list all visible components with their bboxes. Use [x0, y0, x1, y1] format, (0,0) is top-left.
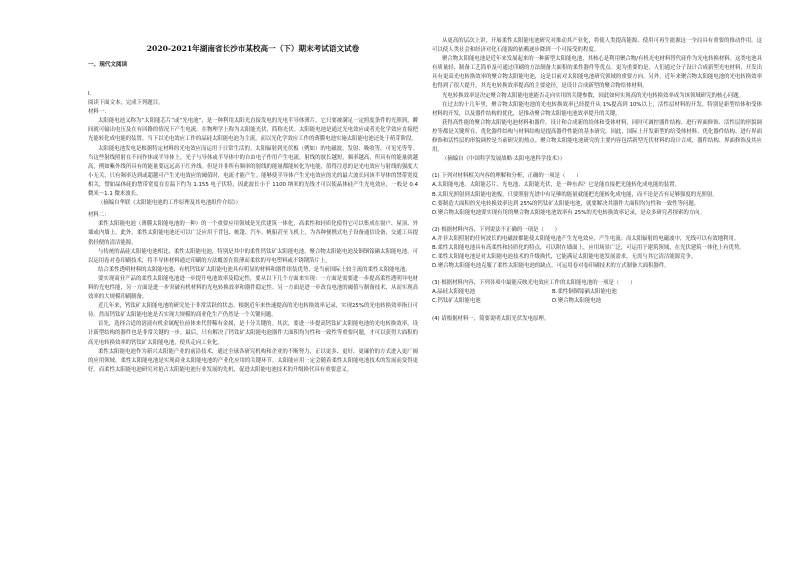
option-d: D.聚合物太阳能电池 [552, 298, 601, 305]
paragraph: 从更高的层次上讲，开展柔性太阳能电池研究对推动其产业化，将使人类提高能源、使用可再生能源这一全局具有重要的推动作用。这可以使人类社会和经济对化石能源的依赖逐步降到一个可接受的程度。 [432, 38, 762, 54]
roman-numeral: I. [88, 91, 92, 97]
paragraph: 柔性太阳能电池（薄膜太阳能电池的一种）的一个重要应用领域是光伏建筑一体化，高柔性和轻质化使得它可以集成在窗户、屋顶、外墙或内墙上。此外，柔性太阳能电池还可以广泛应用于背包、帐篷、汽车、帆船甚至飞机上，为各种便携式电子设备通信设备、交通工具提供轻便的清洁能源。 [88, 221, 418, 246]
options-row [432, 288, 762, 297]
option-c: C.要制造大面积的光电转换效率达到 25%的钙钛矿太阳能电池，就要解决其器件大面积均匀性和一致性等问题。 [432, 200, 700, 207]
left-column [88, 90, 418, 375]
option-d: D.聚合物太阳能电池克服了柔性太阳能电池的缺点，可运用卷对卷印刷技术的方式制备大面积器件。 [432, 263, 670, 270]
option-a: A.并非太阳照射的任何波长的电磁波都能使太阳能电池产生光电效应，产生电流；而太阳辐射的电磁波中，光线可以有效地利用。 [432, 235, 740, 242]
source-note: （摘编自《中国科学发展战略·太阳电池科学技术》） [442, 156, 565, 163]
paragraph: 太阳能电池发电是根据特定材料的光电效应而运用于日常生活的。太阳辐射到光伏板（例如）的电磁波，发射、吸收等，可见光等等。当这些射线照射在不同作体或半导体上，光子与导体或半导体中的自由电子作用产生电流。射线的波长越短，频率越高，所具有的能量就越高，例如紫外线所具有的能量要远远高于红外线。但是并非所有频率的射线的能量都能转化为电能，值得注意的是光电效应与射线的强度大小无关，只有频率达到或超越可产生光电效应的阈值时，电流才能产生。能够使半导体产生光电效应的光的最大波长同该半导体的禁带宽度相关，譬如晶体硅的禁带宽度在室温下约为 1.155 电子伏特，因此波长小于 1100 纳米的光线才可以使晶体硅产生光电效应，一般是 0.4 微米～1.1 微米波长。 [88, 145, 418, 198]
question-1: (1) 下列对材料相关内容的理解和分析，正确的一项是（ ） [432, 173, 582, 180]
paragraph: 柔性太阳能电池作为新兴太阳能产业的前沿技术，通过全球各研究机构和企业的不断努力，正以更多、更好、更廉价的方式进入更广阔的应用领域。柔性太阳能电池是实现商业太阳能电池的产业化应用的关键环节。太阳能应用一定会随着柔性太阳能电池技术的发展而变得更好。而柔性太阳能电池研究对抢占太阳能电池行业发展的先机，促进太阳能电池技术的升级换代具有重要意义。 [88, 348, 418, 373]
reading-instruction: 阅读下面文本，完成下列题目。 [88, 100, 164, 107]
option-b: B.柔性太阳能电池具有高柔性和轻质化的特点，可以附在墙面上，应用场景广泛，可运用于建筑领域，在光伏建筑一体化上有优势。 [432, 244, 745, 251]
question-3: (3) 根据材料内容，下列各项中最能反映光电效应工作的太阳能电池的一项是（ ） [432, 280, 636, 287]
section-heading: 一、现代文阅读 [88, 62, 128, 68]
paragraph: 首先，选择合适的溶液有机金属配位前体来代替稀有金属，是十分关键的。其次，要进一步提高钙钛矿太阳能电池的光电转换效率，设计新型结构的器件也是非常关键的一步。最后，只有解决了钙钛矿太阳能电池器件大面积均匀性和一致性等重要问题，才可以获得大面积的高光电转换效率的钙钛矿太阳能电池，使其走向工业化。 [88, 321, 418, 346]
paragraph: 要实现商业产品的柔性太阳能电池进一步提升电池效率及稳定性，要从以下几个方面来实现：一方面是需要进一步提高柔性透明导电材料的光电性能，另一方面是进一步突破有机材料的光电转换效率和器件稳定性。另一方面是进一步改良电池的阈值与制备技术，从而实现高效率的大规模印刷制备。 [88, 275, 418, 301]
question-4: (4) 请根据材料一，简要说明太阳光伏发电原理。 [432, 315, 550, 322]
paragraph: 获得高性能的聚合物太阳能电池材料和器件，设计和合成新的给体和受体材料，同时可调控器件结构、进行界面修饰、活性层的形貌调控等都是关键所在。优化器件结构与材料结构是提高器件性能的基本研究。因此，国际上开发新型的给受体材料、优化器件结构、进行界面修饰和活性层的形貌调控是当前研究的热点。聚合物太阳能电池研究的主要内容包括新型光伏材料的设计合成、器件结构、界面修饰及其应用。 [432, 119, 762, 154]
option-b: B.太阳光照射到太阳能电池板，只要照射光谱中有足够的能量就能把光能转化成电能，而不论是否有足够强度的光照射。 [432, 191, 718, 198]
option-d: D.聚合物太阳能电池要实现有用的聚合物太阳能电池效率有 25%的光电转换效率记录，是众多研究者探索的方向。 [432, 209, 705, 216]
paragraph: 太阳能电池又称为“太阳能芯片”或“光电池”，是一种利用太阳光直接发电的光电半导体薄片。它只要被满足一定照度条件的光照到，瞬间就可输出电压及在有回路的情况下产生电流。在物理学上称为太阳能光伏，简称光伏。太阳能电池是通过光电效应或者光化学效应直接把光能转化成电能的装置。当下以光电效应工作的晶硅太阳能电池为主流，而以光化学效应工作的薄膜电池实施太阳能电池还处于萌芽阶段。 [88, 118, 418, 143]
option-c: C.钙钛矿太阳能电池 [432, 298, 481, 305]
material-two-label: 材料二： [88, 212, 110, 219]
paragraph: 聚合物太阳能电池是近年来发展起来的一种新型太阳能电池，其核心是利用聚合物/有机光电材料替代硅作为光电转换材料。这类电池具有质量轻、制备工艺简单及可通过印刷的方法制备大面积的柔性器件等优点。更为重要的是，人们通过分子设计合成新型光电材料，开发出具有更高光电转换效率的聚合物太阳能电池，这是目前对太阳能电池研究领域的重要方向。另外，近年来聚合物太阳能电池的光电转换效率也得到了很大提升，其光电转换效率提高的主要途径，是设计合成新型的聚合物给体材料。 [432, 56, 762, 90]
option-a: A.晶硅太阳能电池 [432, 289, 476, 296]
paragraph: 结合柔性透明材料的太阳能电池、有机钙钛矿太阳能电池具有明显的材料和器件组装优势，是当前国际上较主流的柔性太阳能电池。 [98, 266, 411, 273]
option-b: B.柔性铜铟镓硒太阳能电池 [552, 289, 617, 296]
option-c: C.柔性太阳能电池是对太阳能电池技术的升级换代，它能满足太阳能电池发展需求，无需与其它清洁能源竞争。 [432, 254, 697, 261]
paragraph: 与传统的晶硅太阳能电池相比，柔性太阳能电池，特别是其中的柔性钙钛矿太阳能电池、聚合物太阳能电池及铜铟镓硒太阳能电池，可以运用卷对卷印刷技术，将半导体材料通过印刷的方法覆盖在很薄而柔软的导电塑料或不锈钢箔片上。 [88, 248, 418, 264]
paragraph: 光电转换效率是决定聚合物太阳能电池能否走向实用的关键参数，因此如何实现高的光电转换效率成为该领域研究的核心问题。 [442, 92, 744, 99]
paragraph: 在过去的十几年里，聚合物太阳能电池的光电转换效率已经提升从 1%提高到 10%以上，活性层材料的开发，特别是新型给体和受体材料的开发，以及器件结构的优化，是推动聚合物太阳能电池效率提升的关键。 [432, 101, 762, 117]
page-title: 2020-2021年湖南省长沙市某校高一（下）期末考试语文试卷 [146, 44, 360, 53]
option-a: A.太阳能电池、太阳能芯片、光电池、太阳能光伏，是一种东西？它是能直接把光能转化成电能的装置。 [432, 182, 680, 189]
paragraph: 近几年来，钙钛矿太阳能电池的研究处于非常活跃的状态。根据近年来快速提高的光电转换效率记录，实现25%的光电转换效率指日可待。然而钙钛矿太阳能电池是否实现大规模的商业化生产仍然是一个关键问题。 [88, 303, 418, 319]
right-column [432, 37, 762, 324]
question-2: (2) 根据材料内容，下列说法不正确的一项是（ ） [432, 226, 560, 233]
material-one-label: 材料一： [88, 109, 110, 116]
options-row [432, 297, 762, 306]
source-note: （摘编自华联《太阳能电池的工作原理及其电池组件介绍》） [98, 200, 241, 207]
